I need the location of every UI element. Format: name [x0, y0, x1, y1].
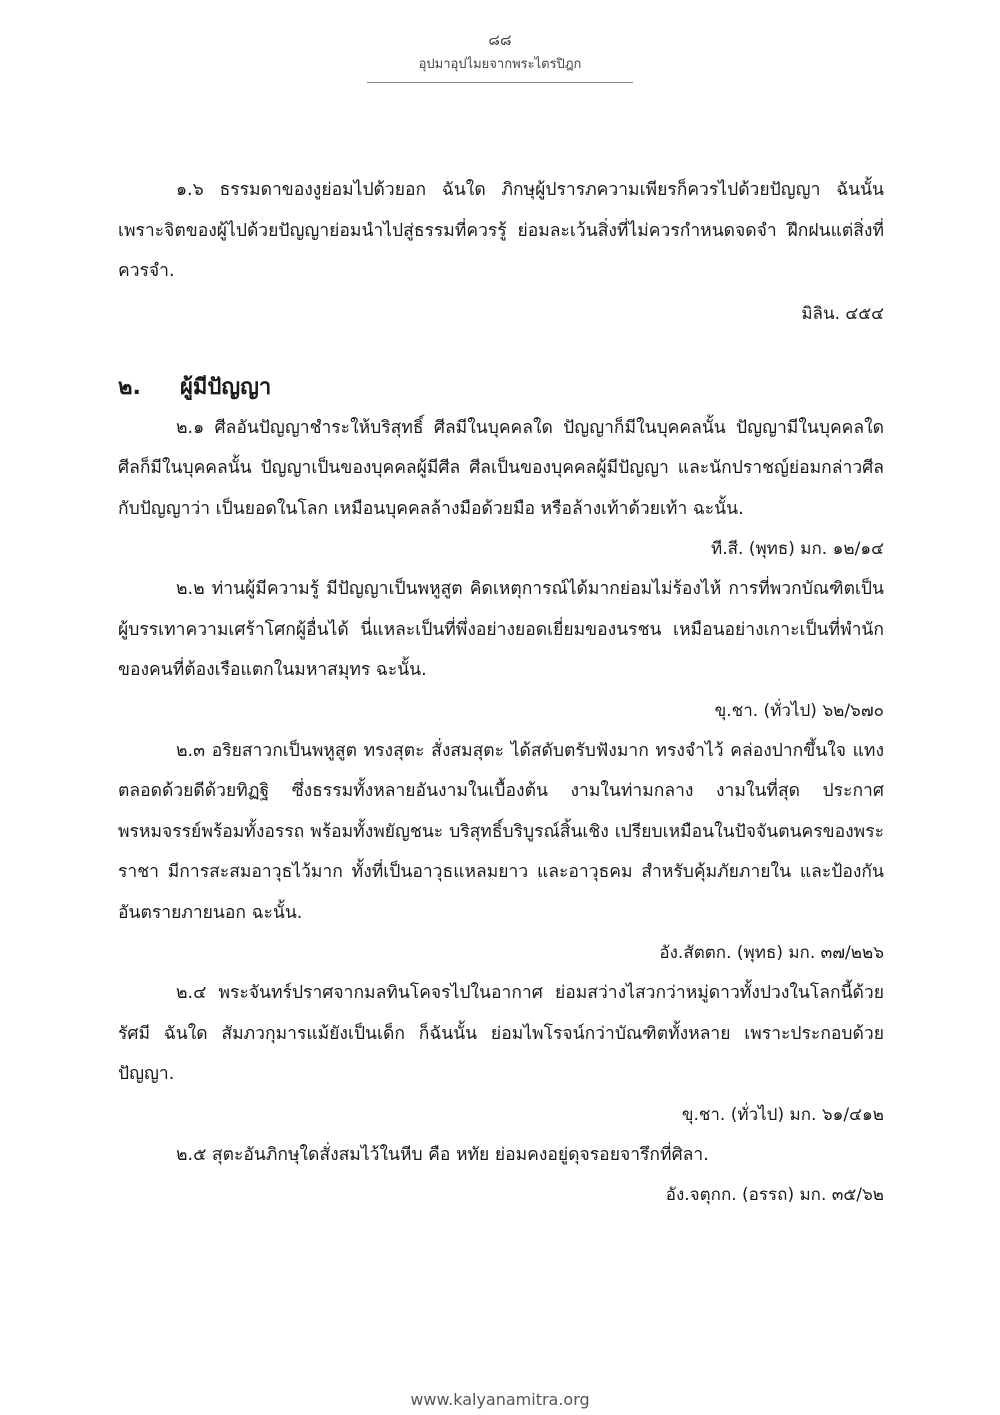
- reference-2-3: อัง.สัตตก. (พุทธ) มก. ๓๗/๒๒๖: [659, 943, 884, 963]
- paragraph-2-4: ๒.๔ พระจันทร์ปราศจากมลทินโคจรไปในอากาศ ย่อมสว่างไสวกว่าหมู่ดาวทั้งปวงในโลกนี้ด้วยรัศมี ฉันใด สัมภวกุมารแม้ยังเป็นเด็ก ก็ฉันนั้น ย่อมไพโรจน์กว่าบัณฑิตทั้งหลาย เพราะประกอบด้วยปัญญา.: [118, 983, 884, 1084]
- paragraph-2-5: ๒.๕ สุตะอันภิกษุใดสั่งสมไว้ในหีบ คือ หทัย ย่อมคงอยู่ดุจรอยจารึกที่ศิลา.: [176, 1144, 709, 1165]
- page-body: [118, 170, 884, 1215]
- section-title: ผู้มีปัญญา: [180, 374, 272, 400]
- page-number: ๘๘: [488, 31, 512, 49]
- section-heading: [118, 368, 884, 408]
- page-header: [0, 30, 1000, 83]
- book-title: อุปมาอุปไมยจากพระไตรปิฎก: [418, 57, 582, 72]
- paragraph-2-3: ๒.๓ อริยสาวกเป็นพหูสูต ทรงสุตะ สั่งสมสุตะ ได้สดับตรับฟังมาก ทรงจำไว้ คล่องปากขึ้นใจ แทงตลอดด้วยดีด้วยทิฏฐิ ซึ่งธรรมทั้งหลายอันงามในเบื้องต้น งามในท่ามกลาง งามในที่สุด ประกาศพรหมจรรย์พร้อมทั้งอรรถ พร้อมทั้งพยัญชนะ บริสุทธิ์บริบูรณ์สิ้นเชิง เปรียบเหมือนในปัจจันตนครของพระราชา มีการสะสมอาวุธไว้มาก ทั้งที่เป็นอาวุธแหลมยาว และอาวุธคม สำหรับคุ้มภัยภายใน และป้องกันอันตรายภายนอก ฉะนั้น.: [118, 740, 884, 923]
- section-number: ๒.: [118, 374, 141, 400]
- footer-url: www.kalyanamitra.org: [410, 1390, 590, 1409]
- reference-2-2: ขุ.ชา. (ทั่วไป) ๖๒/๖๗๐: [714, 700, 884, 721]
- paragraph-1-6: ๑.๖ ธรรมดาของงูย่อมไปด้วยอก ฉันใด ภิกษุผู้ปรารภความเพียรก็ควรไปด้วยปัญญา ฉันนั้น เพราะจิตของผู้ไปด้วยปัญญาย่อมนำไปสู่ธรรมที่ควรรู้ ย่อมละเว้นสิ่งที่ไม่ควรกำหนดจดจำ ฝึกฝนแต่สิ่งที่ควรจำ.: [118, 180, 884, 281]
- header-divider: [367, 82, 633, 83]
- reference-2-5: อัง.จตุกก. (อรรถ) มก. ๓๕/๖๒: [665, 1185, 884, 1205]
- reference-2-4: ขุ.ชา. (ทั่วไป) มก. ๖๑/๔๑๒: [681, 1104, 884, 1125]
- paragraph-2-1: ๒.๑ ศีลอันปัญญาชำระให้บริสุทธิ์ ศีลมีในบุคคลใด ปัญญาก็มีในบุคคลนั้น ปัญญามีในบุคคลใด ศีลก็มีในบุคคลนั้น ปัญญาเป็นของบุคคลผู้มีศีล ศีลเป็นของบุคคลผู้มีปัญญา และนักปราชญ์ย่อมกล่าวศีลกับปัญญาว่า เป็นยอดในโลก เหมือนบุคคลล้างมือด้วยมือ หรือล้างเท้าด้วยเท้า ฉะนั้น.: [118, 417, 884, 519]
- reference-1-6: มิลิน. ๔๕๔: [801, 303, 884, 324]
- reference-2-1: ที.สี. (พุทธ) มก. ๑๒/๑๔: [711, 539, 884, 559]
- paragraph-2-2: ๒.๒ ท่านผู้มีความรู้ มีปัญญาเป็นพหูสูต คิดเหตุการณ์ได้มากย่อมไม่ร้องไห้ การที่พวกบัณฑิตเป็นผู้บรรเทาความเศร้าโศกผู้อื่นได้ นี่แหละเป็นที่พึ่งอย่างยอดเยี่ยมของนรชน เหมือนอย่างเกาะเป็นที่พำนักของคนที่ต้องเรือแตกในมหาสมุทร ฉะนั้น.: [118, 579, 884, 680]
